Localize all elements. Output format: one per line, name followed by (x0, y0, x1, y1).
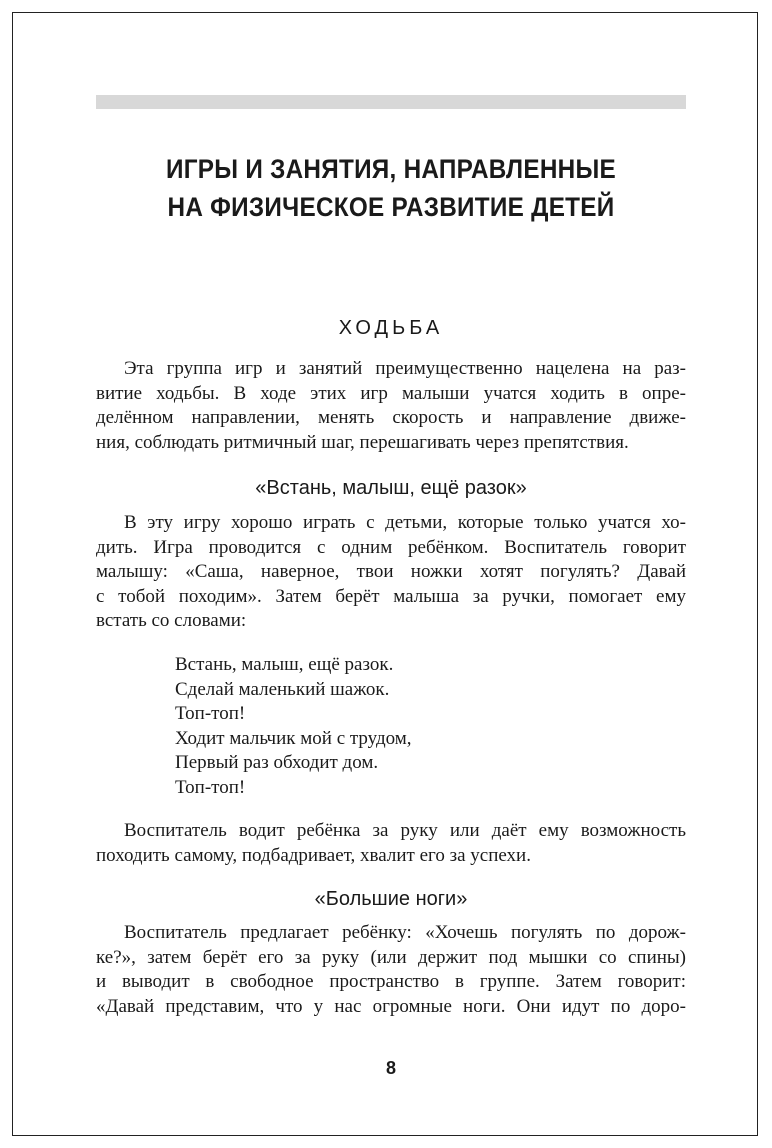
text-line: делённом направлении, менять скорость и направление движе- (96, 407, 686, 429)
text-line: ния, соблюдать ритмичный шаг, перешагивать через препятствия. (96, 431, 629, 453)
chapter-title-line: НА ФИЗИЧЕСКОЕ РАЗВИТИЕ ДЕТЕЙ (167, 192, 615, 222)
poem-line: Сделай маленький шажок. (175, 678, 390, 700)
text-line: встать со словами: (96, 610, 247, 632)
poem-line: Ходит мальчик мой с трудом, (175, 727, 412, 749)
text-line: малышу: «Саша, наверное, твои ножки хотят погулять? Давай (96, 561, 686, 583)
text-line: витие ходьбы. В ходе этих игр малыши учатся ходить в опре- (96, 382, 686, 404)
text-line: и выводит в свободное пространство в группе. Затем говорит: (96, 971, 686, 993)
text-line: ке?», затем берёт его за руку (или держит под мышки со спины) (96, 946, 686, 968)
game-title: «Большие ноги» (314, 888, 468, 910)
text-line: Эта группа игр и занятий преимущественно нацелена на раз- (124, 358, 686, 379)
text-line: с тобой походим». Затем берёт малыша за ручки, помогает ему (96, 585, 686, 607)
section-intro-paragraph (96, 357, 686, 455)
chapter-title (126, 150, 657, 226)
poem (175, 653, 412, 801)
text-line: В эту игру хорошо играть с детьми, которые только учатся хо- (124, 512, 686, 533)
text-line: дить. Игра проводится с одним ребёнком. Воспитатель говорит (96, 536, 686, 558)
page-number: 8 (385, 1058, 396, 1078)
section-title: ХОДЬБА (338, 317, 444, 339)
poem-line: Топ-топ! (175, 776, 246, 798)
poem-line: Топ-топ! (175, 703, 246, 725)
text-line: «Давай представим, что у нас огромные ноги. Они идут по доро- (96, 995, 686, 1017)
game-paragraph (96, 819, 686, 868)
text-line: походить самому, подбадривает, хвалит его за успехи. (96, 844, 531, 866)
text-line: Воспитатель водит ребёнка за руку или даёт ему возможность (124, 820, 686, 841)
poem-line: Встань, малыш, ещё разок. (175, 654, 394, 675)
game-paragraph (96, 921, 686, 1019)
chapter-header-bar (96, 95, 686, 109)
text-line: Воспитатель предлагает ребёнку: «Хочешь погулять по дорож- (124, 922, 686, 943)
chapter-title-line: ИГРЫ И ЗАНЯТИЯ, НАПРАВЛЕННЫЕ (166, 154, 616, 184)
game-paragraph (96, 511, 686, 634)
game-title: «Встань, малыш, ещё разок» (255, 477, 527, 499)
poem-line: Первый раз обходит дом. (175, 752, 379, 774)
